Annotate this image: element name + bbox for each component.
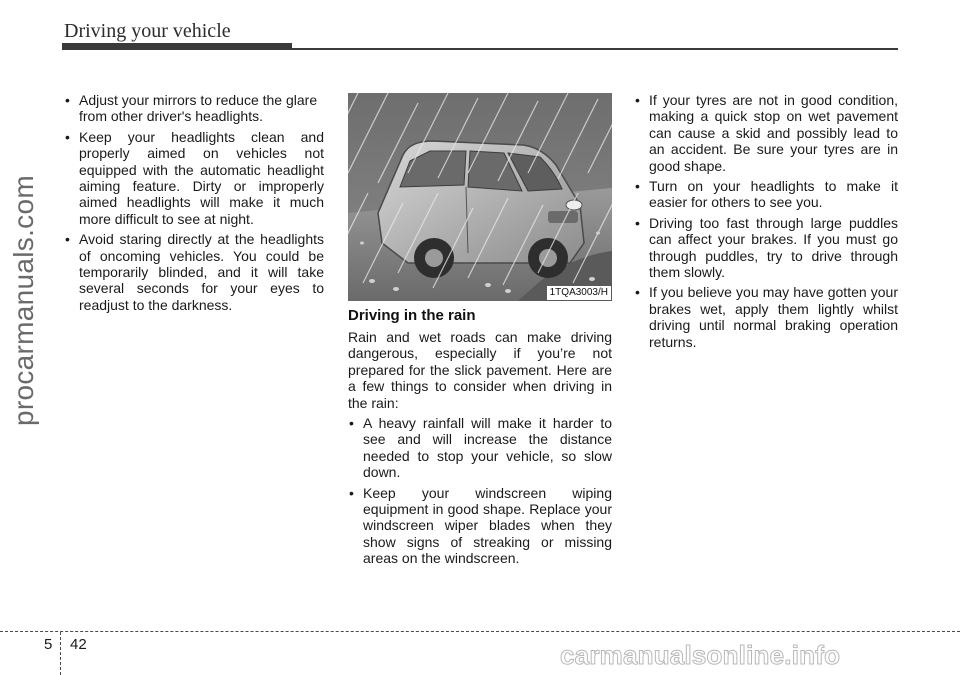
list-item: • Keep your headlights clean and properly aimed on vehicles not equipped with the automatic headlight aiming feature. Dirty or improperly aimed headlights will make it much more difficult to see at night. <box>64 129 324 227</box>
car-in-rain-illustration <box>348 93 612 301</box>
side-watermark: procarmanuals.com <box>8 175 39 426</box>
list-item: • Keep your windscreen wiping equipment in good shape. Replace your windscreen wiper blades when they show signs of streaking or missing areas on the windscreen. <box>348 485 612 567</box>
right-bullet-list <box>634 92 898 350</box>
page-header-title: Driving your vehicle <box>64 20 231 42</box>
list-item: • Adjust your mirrors to reduce the glare from other driver's headlights. <box>64 92 324 125</box>
section-heading: Driving in the rain <box>348 307 476 324</box>
middle-bullet-list <box>348 415 612 567</box>
list-item: • Driving too fast through large puddles can affect your brakes. If you must go through puddles, try to drive through them slowly. <box>634 215 898 281</box>
rain-car-figure <box>348 93 612 301</box>
left-bullet-list <box>64 92 324 313</box>
chapter-number: 5 <box>44 636 53 653</box>
right-column <box>634 92 898 354</box>
list-item: • If you believe you may have gotten your brakes wet, apply them lightly whilst driving until normal braking operation returns. <box>634 284 898 350</box>
list-item: • Avoid staring directly at the headlights of oncoming vehicles. You could be temporarily blinded, and it will take several seconds for your eyes to readjust to the darkness. <box>64 231 324 313</box>
bottom-watermark: carmanualsonline.info <box>560 640 841 670</box>
list-item: • Turn on your headlights to make it easier for others to see you. <box>634 178 898 211</box>
middle-column <box>348 329 612 571</box>
header-rule-thin <box>292 48 898 50</box>
figure-caption: 1TQA3003/H <box>547 286 611 300</box>
list-item: • A heavy rainfall will make it harder to see and will increase the distance needed to stop your vehicle, so slow down. <box>348 415 612 481</box>
footer-rule <box>0 631 960 632</box>
intro-paragraph: Rain and wet roads can make driving dangerous, especially if you’re not prepared for the slick pavement. Here are a few things to consider when driving in the rain: <box>348 329 612 411</box>
list-item: • If your tyres are not in good condition, making a quick stop on wet pavement can cause a skid and possibly lead to an accident. Be sure your tyres are in good shape. <box>634 92 898 174</box>
left-column <box>64 92 324 317</box>
header-rule-thick <box>62 43 292 50</box>
footer-divider <box>60 632 61 675</box>
page-number: 42 <box>70 636 87 653</box>
